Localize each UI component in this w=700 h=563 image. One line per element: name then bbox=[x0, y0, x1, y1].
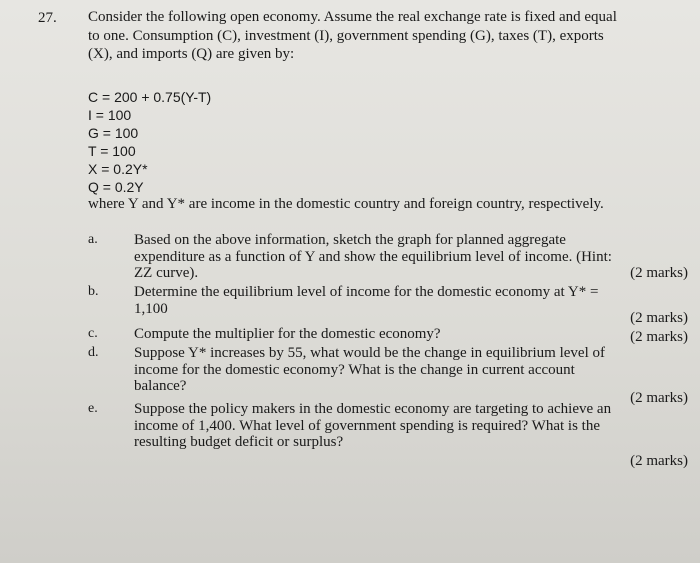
equation-exports: X = 0.2Y* bbox=[88, 161, 148, 177]
equation-list bbox=[88, 88, 211, 196]
intro-line: (X), and imports (Q) are given by: bbox=[88, 46, 295, 62]
part-marks: (2 marks) bbox=[630, 310, 688, 326]
part-line: Suppose Y* increases by 55, what would be the change in equilibrium level of bbox=[134, 345, 605, 361]
equation-government: G = 100 bbox=[88, 125, 139, 141]
equation-investment: I = 100 bbox=[88, 107, 132, 123]
intro-line: to one. Consumption (C), investment (I), government spending (G), taxes (T), exports bbox=[88, 27, 604, 44]
part-line: ZZ curve). bbox=[134, 265, 199, 281]
part-text bbox=[134, 401, 690, 451]
part-marks: (2 marks) bbox=[630, 265, 688, 281]
where-statement: where Y and Y* are income in the domestic country and foreign country, respectively. bbox=[88, 196, 604, 212]
part-text bbox=[134, 232, 690, 282]
part-line: Compute the multiplier for the domestic economy? bbox=[134, 326, 441, 342]
part-letter: c. bbox=[88, 326, 98, 341]
part-line: resulting budget deficit or surplus? bbox=[134, 434, 344, 450]
question-intro bbox=[88, 8, 678, 64]
part-line: income for the domestic economy? What is the change in current account bbox=[134, 361, 575, 378]
equation-consumption: C = 200 + 0.75(Y-T) bbox=[88, 89, 212, 105]
part-text bbox=[134, 284, 690, 317]
part-line: 1,100 bbox=[134, 300, 168, 317]
intro-line: Consider the following open economy. Assume the real exchange rate is fixed and equal bbox=[88, 9, 617, 25]
part-line: Determine the equilibrium level of income for the domestic economy at Y* = bbox=[134, 284, 599, 300]
part-line: Suppose the policy makers in the domestic economy are targeting to achieve an bbox=[134, 401, 612, 417]
equation-taxes: T = 100 bbox=[88, 143, 136, 159]
part-letter: a. bbox=[88, 232, 98, 247]
part-line: balance? bbox=[134, 378, 187, 394]
equation-imports: Q = 0.2Y bbox=[88, 179, 144, 195]
part-marks: (2 marks) bbox=[630, 390, 688, 406]
part-marks: (2 marks) bbox=[630, 453, 688, 469]
part-line: Based on the above information, sketch the graph for planned aggregate bbox=[134, 232, 566, 248]
part-line: expenditure as a function of Y and show the equilibrium level of income. (Hint: bbox=[134, 248, 612, 265]
question-number: 27. bbox=[38, 10, 57, 26]
part-text bbox=[134, 345, 690, 395]
part-letter: b. bbox=[88, 284, 99, 299]
part-letter: d. bbox=[88, 345, 99, 360]
part-marks: (2 marks) bbox=[630, 329, 688, 345]
part-letter: e. bbox=[88, 401, 98, 416]
part-text bbox=[134, 326, 690, 343]
part-line: income of 1,400. What level of government spending is required? What is the bbox=[134, 417, 600, 434]
